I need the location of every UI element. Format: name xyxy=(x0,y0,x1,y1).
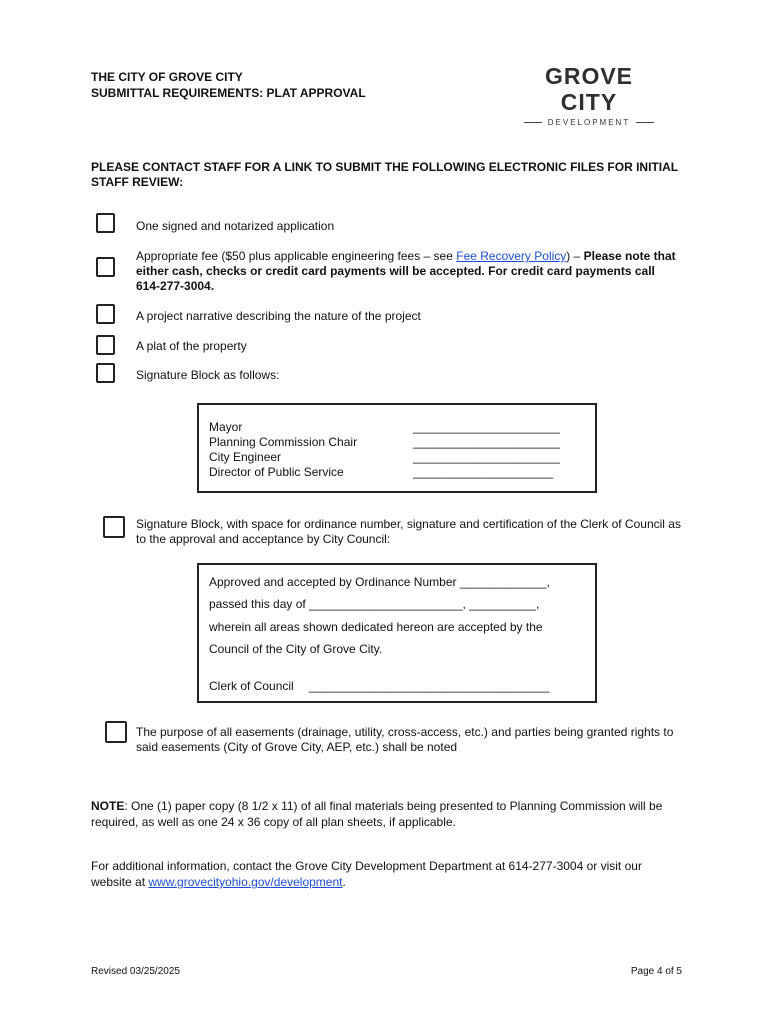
ordinance-line-4: Council of the City of Grove City. xyxy=(209,642,383,656)
checkbox-narrative[interactable] xyxy=(96,304,115,324)
checkbox-application[interactable] xyxy=(96,213,115,233)
fee-text-mid: ) – xyxy=(566,249,584,263)
checkbox-signature-block[interactable] xyxy=(96,363,115,383)
logo-subtitle: DEVELOPMENT xyxy=(547,118,631,127)
ordinance-line-3: wherein all areas shown dedicated hereon are accepted by the xyxy=(209,620,543,634)
item-signature-block: Signature Block as follows: xyxy=(136,368,280,382)
logo-rule-left xyxy=(524,122,542,123)
note-text: : One (1) paper copy (8 1/2 x 11) of all final materials being presented to Planning Commission will be required, as well as one 24 x 36 copy of all plan sheets, if applicable. xyxy=(91,799,663,829)
signature-roles xyxy=(209,420,357,480)
item-narrative: A project narrative describing the nature of the project xyxy=(136,309,421,323)
item-signature-ordinance: Signature Block, with space for ordinance number, signature and certification of the Clerk of Council as to the approval and acceptance by City Council: xyxy=(136,517,681,546)
item-application: One signed and notarized application xyxy=(136,219,335,233)
info-paragraph xyxy=(91,858,681,890)
grove-city-logo xyxy=(514,63,664,127)
info-end: . xyxy=(342,875,346,889)
checkbox-plat[interactable] xyxy=(96,335,115,355)
item-easements: The purpose of all easements (drainage, utility, cross-access, etc.) and parties being granted rights to said easements (City of Grove City, AEP, etc.) shall be noted xyxy=(136,725,674,754)
ordinance-line-1: Approved and accepted by Ordinance Number _____________, xyxy=(209,575,550,589)
logo-subline xyxy=(514,118,664,127)
item-fee xyxy=(136,249,681,294)
intro-instructions: PLEASE CONTACT STAFF FOR A LINK TO SUBMIT THE FOLLOWING ELECTRONIC FILES FOR INITIAL STAFF REVIEW: xyxy=(91,160,678,189)
footer-page-number: Page 4 of 5 xyxy=(630,966,682,977)
logo-wordmark: GROVE CITY xyxy=(544,63,634,115)
development-website-link[interactable]: www.grovecityohio.gov/development xyxy=(148,875,343,889)
ordinance-approval-box xyxy=(197,563,597,703)
signature-line: ______________________ xyxy=(413,420,560,434)
role-mayor: Mayor xyxy=(209,420,243,434)
header-subtitle: SUBMITTAL REQUIREMENTS: PLAT APPROVAL xyxy=(91,86,366,100)
checkbox-fee[interactable] xyxy=(96,257,115,277)
clerk-label: Clerk of Council xyxy=(209,679,294,693)
clerk-signature-line: ____________________________________ xyxy=(309,679,550,693)
clerk-signature-row xyxy=(209,679,549,694)
signature-lines xyxy=(413,420,560,480)
note-paragraph xyxy=(91,798,681,830)
footer-revised-date: Revised 03/25/2025 xyxy=(91,966,180,977)
signature-line: _____________________ xyxy=(413,465,554,479)
role-city-engineer: City Engineer xyxy=(209,450,282,464)
header-title: THE CITY OF GROVE CITY xyxy=(91,70,243,84)
item-plat: A plat of the property xyxy=(136,339,247,353)
signature-line: ______________________ xyxy=(413,450,560,464)
document-header xyxy=(91,69,366,101)
info-text: For additional information, contact the Grove City Development Department at 614-277-3004 or visit our website at xyxy=(91,859,642,889)
fee-text: Appropriate fee ($50 plus applicable engineering fees – see xyxy=(136,249,457,263)
role-public-service-director: Director of Public Service xyxy=(209,465,344,479)
fee-payment-note: Please note that either cash, checks or credit card payments will be accepted. For credit card payments call 614-277-3004. xyxy=(136,249,676,293)
logo-rule-right xyxy=(636,122,654,123)
role-planning-chair: Planning Commission Chair xyxy=(209,435,358,449)
signature-line: ______________________ xyxy=(413,435,560,449)
note-label: NOTE xyxy=(91,799,125,813)
fee-recovery-policy-link[interactable]: Fee Recovery Policy xyxy=(456,249,567,263)
ordinance-line-2: passed this day of _______________________, __________, xyxy=(209,597,540,611)
checkbox-easements[interactable] xyxy=(105,721,127,743)
signature-block-box xyxy=(197,403,597,493)
checkbox-signature-ordinance[interactable] xyxy=(103,516,125,538)
